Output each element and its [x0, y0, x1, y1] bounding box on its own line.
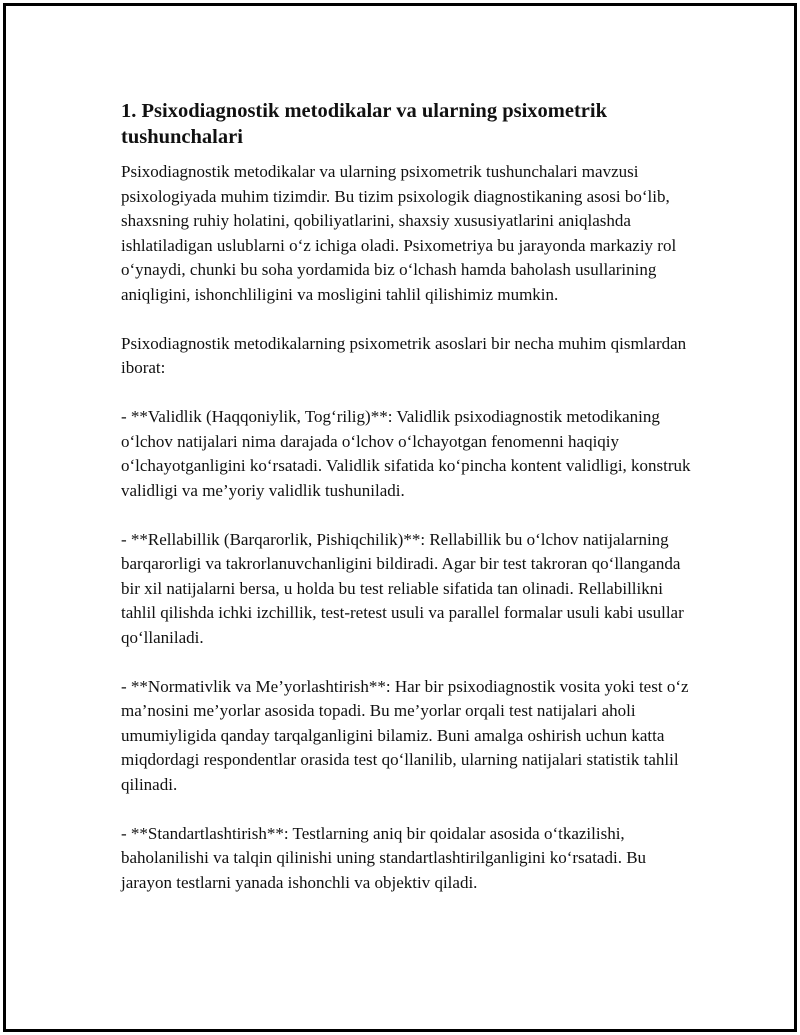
paragraph-components-intro: Psixodiagnostik metodikalarning psixometrik asoslari bir necha muhim qismlardan iborat: [121, 333, 687, 377]
document-body [121, 98, 691, 920]
paragraph-norms: - **Normativlik va Me’yorlashtirish**: Har bir psixodiagnostik vosita yoki test o‘z ma’nosini me’yorlar asosida topadi. Bu me’yorlar orqali test natijalari aholi umumiyligida qanday tarqalganligini bilamiz. Buni amalga oshirish uchun katta miqdordagi respondentlar orasida test qo‘llanilib, ularning natijalari statistik tahlil qilinadi. [121, 676, 689, 794]
section-heading: 1. Psixodiagnostik metodikalar va ularning psixometrik tushunchalari [121, 100, 607, 148]
page-frame [3, 3, 797, 1032]
paragraph-intro: Psixodiagnostik metodikalar va ularning psixometrik tushunchalari mavzusi psixologiyada muhim tizimdir. Bu tizim psixologik diagnostikaning asosi bo‘lib, shaxsning ruhiy holatini, qobiliyatlarini, shaxsiy xususiyatlarini aniqlashda ishlatiladigan uslublarni o‘z ichiga oladi. Psixometriya bu jarayonda markaziy rol o‘ynaydi, chunki bu soha yordamida biz o‘lchash hamda baholash usullarining aniqligini, ishonchliligini va mosligini tahlil qilishimiz mumkin. [121, 162, 677, 304]
paragraph-standardization: - **Standartlashtirish**: Testlarning aniq bir qoidalar asosida o‘tkazilishi, baholanilishi va talqin qilinishi uning standartlashtirilganligini ko‘rsatadi. Bu jarayon testlarni yanada ishonchli va objektiv qiladi. [121, 823, 647, 892]
paragraph-reliability: - **Rellabillik (Barqarorlik, Pishiqchilik)**: Rellabillik bu o‘lchov natijalarning barqarorligi va takrorlanuvchanligini bildiradi. Agar bir test takroran qo‘llanganda bir xil natijalarni bersa, u holda bu test reliable sifatida tan olinadi. Rellabillikni tahlil qilishda ichki izchillik, test-retest usuli va parallel formalar usuli kabi usullar qo‘llaniladi. [121, 529, 684, 647]
paragraph-validity: - **Validlik (Haqqoniylik, Tog‘rilig)**: Validlik psixodiagnostik metodikaning o‘lchov natijalari nima darajada o‘lchov o‘lchayotgan fenomenni haqiqiy o‘lchayotganligini ko‘rsatadi. Validlik sifatida ko‘pincha kontent validligi, konstruk validligi va me’yoriy validlik tushuniladi. [121, 407, 691, 500]
